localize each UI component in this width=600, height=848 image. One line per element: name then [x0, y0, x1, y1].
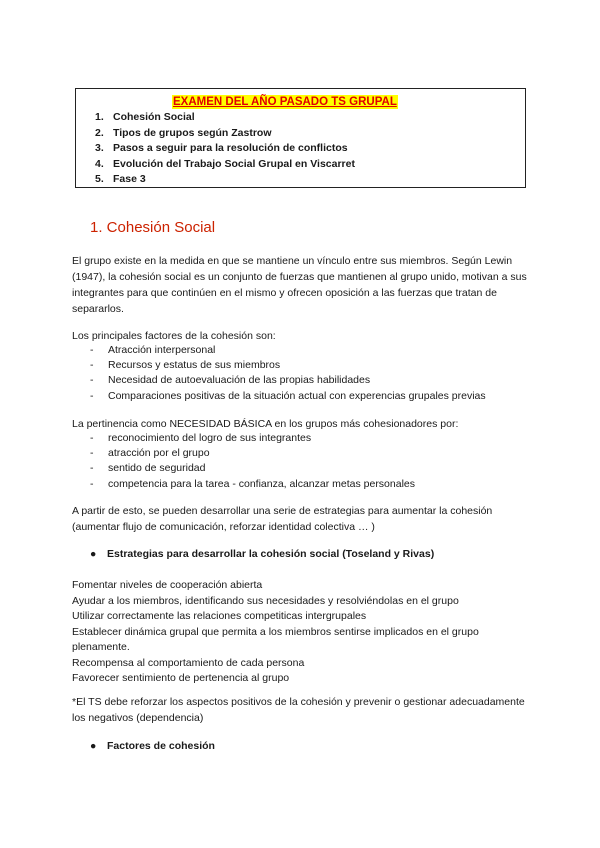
list-item: - Comparaciones positivas de la situación actual con experencias grupales previas	[90, 389, 486, 402]
bullet-icon: ●	[90, 740, 97, 752]
list-item: - atracción por el grupo	[90, 447, 210, 460]
list-item: Recompensa al comportamiento de cada persona	[72, 656, 305, 669]
list-item: Favorecer sentimiento de pertenencia al grupo	[72, 672, 290, 684]
section-heading: 1. Cohesión Social	[90, 219, 216, 236]
list-item: - Recursos y estatus de sus miembros	[90, 359, 281, 372]
toc-item: 2. Tipos de grupos según Zastrow	[95, 126, 272, 139]
strategies-heading: ● Estrategias para desarrollar la cohesión social (Toseland y Rivas)	[90, 548, 435, 560]
strategies-intro: A partir de esto, se pueden desarrollar una serie de estrategias para aumentar la cohesión (aumentar flujo de comunicación, reforzar identidad colectiva … )	[72, 505, 493, 533]
toc-item: 1. Cohesión Social	[95, 111, 195, 123]
list-item: - reconocimiento del logro de sus integrantes	[90, 432, 312, 444]
factors-intro: Los principales factores de la cohesión son:	[72, 330, 276, 342]
pertinence-intro: La pertinencia como NECESIDAD BÁSICA en los grupos más cohesionadores por:	[72, 418, 459, 430]
toc-item-label: Tipos de grupos según Zastrow	[113, 126, 272, 139]
list-item: - competencia para la tarea - confianza, alcanzar metas personales	[90, 477, 416, 490]
list-item: - sentido de seguridad	[90, 462, 206, 475]
toc-item: 3. Pasos a seguir para la resolución de conflictos	[95, 142, 348, 154]
factors-list	[90, 343, 486, 404]
toc-list	[95, 110, 355, 188]
strategies-list	[72, 578, 532, 687]
toc-item-label: Pasos a seguir para la resolución de conflictos	[113, 142, 348, 154]
list-item: Ayudar a los miembros, identificando sus necesidades y resolviéndolas en el grupo	[72, 594, 459, 607]
toc-item: 5. Fase 3	[95, 173, 146, 185]
toc-item-label: Evolución del Trabajo Social Grupal en Viscarret	[113, 157, 355, 170]
list-item: Fomentar niveles de cooperación abierta	[72, 579, 263, 591]
bullet-icon: ●	[90, 548, 97, 560]
list-item: - Necesidad de autoevaluación de las propias habilidades	[90, 374, 371, 387]
note-paragraph: *El TS debe reforzar los aspectos positivos de la cohesión y prevenir o gestionar adecuadamente los negativos (dependencia)	[72, 696, 525, 724]
factors-heading: ● Factores de cohesión	[90, 740, 215, 752]
list-item: Establecer dinámica grupal que permita a los miembros sentirse implicados en el grupo plenamente.	[72, 625, 479, 653]
toc-item: 4. Evolución del Trabajo Social Grupal en Viscarret	[95, 157, 355, 170]
list-item: Utilizar correctamente las relaciones competiticas intergrupales	[72, 610, 367, 622]
pertinence-list	[90, 431, 415, 492]
list-item: - Atracción interpersonal	[90, 344, 216, 356]
toc-item-label: Cohesión Social	[113, 111, 195, 123]
toc-item-label: Fase 3	[113, 173, 146, 185]
intro-paragraph: El grupo existe en la medida en que se mantiene un vínculo entre sus miembros. Según Lewin (1947), la cohesión social es un conjunto de fuerzas que mantienen al grupo unido, motivan a sus integrantes para que continúen en el mismo y ofrecen oposición a las fuerzas que tratan de separarlos.	[72, 255, 527, 315]
toc-title: EXAMEN DEL AÑO PASADO TS GRUPAL	[173, 96, 397, 108]
